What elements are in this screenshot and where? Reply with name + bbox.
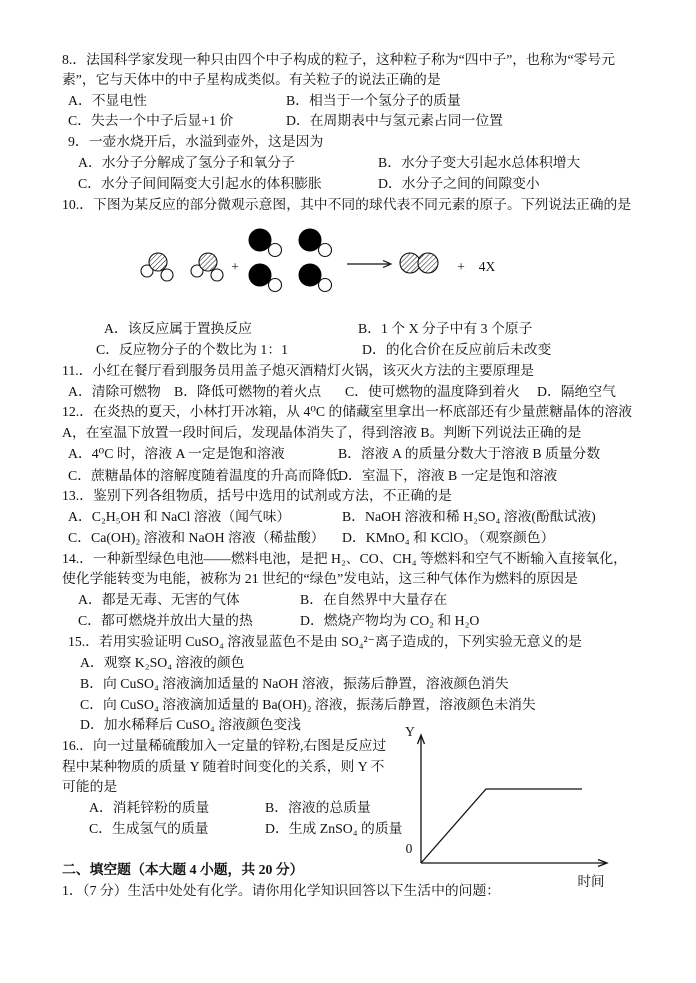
q11-option-c: C．使可燃物的温度降到着火: [345, 384, 520, 399]
reaction-arrow: [347, 261, 391, 268]
q16-stem-line-2: 程中某种物质的质量 Y 随着时间变化的关系，则 Y 不: [62, 759, 385, 774]
q10-reaction-diagram: [130, 222, 510, 304]
x-axis-label: 时间: [577, 874, 605, 889]
q8-option-a: A．不显电性: [68, 93, 147, 108]
q10-option-d: D．的化合价在反应前后未改变: [362, 342, 552, 357]
plus-sign-products: +: [457, 259, 465, 274]
q16-option-c: C．生成氢气的质量: [89, 821, 209, 836]
q13-stem-line-1: 13.．鉴别下列各组物质，括号中选用的试剂或方法，不正确的是: [62, 488, 452, 503]
q12-stem-line-1: 12.．在炎热的夏天，小林打开冰箱，从 4⁰C 的储藏室里拿出一杯底部还有少量蔗糖晶体的溶液: [62, 404, 633, 419]
q11-option-d: D．隔绝空气: [537, 384, 616, 399]
q12-option-c: C．蔗糖晶体的溶解度随着温度的升高而降低: [68, 468, 340, 483]
q11-option-b: B．降低可燃物的着火点: [174, 384, 322, 399]
q12-option-d: D．室温下，溶液 B 一定是饱和溶液: [338, 468, 558, 483]
black-atom: [249, 229, 271, 251]
q16-stem-line-3: 可能的是: [62, 779, 118, 794]
reactant-hatched-molecule-1: [141, 253, 173, 281]
q8-option-b: B．相当于一个氢分子的质量: [286, 93, 461, 108]
q11-stem-line-1: 11.．小红在餐厅看到服务员用盖子熄灭酒精灯火锅，该灭火方法的主要原理是: [62, 363, 535, 378]
q9-option-d: D．水分子之间的间隙变小: [378, 176, 540, 191]
black-atom: [249, 264, 271, 286]
q12-option-a: A．4⁰C 时，溶液 A 一定是饱和溶液: [68, 446, 285, 461]
x-axis: [421, 860, 607, 867]
q12-option-b: B．溶液 A 的质量分数大于溶液 B 质量分数: [338, 446, 601, 461]
q16-mass-time-graph: [398, 722, 616, 892]
q10-option-c: C．反应物分子的个数比为 1：1: [96, 342, 289, 357]
q9-option-c: C．水分子间间隔变大引起水的体积膨胀: [78, 176, 322, 191]
q14-option-b: B．在自然界中大量存在: [300, 592, 448, 607]
q14-option-d: D．燃烧产物均为 CO₂ 和 H₂O: [300, 613, 480, 628]
q13-option-c: C．Ca(OH)₂ 溶液和 NaOH 溶液（稀盐酸）: [68, 530, 325, 545]
black-atom: [299, 264, 321, 286]
reactant-black-white-molecule-2: [299, 229, 332, 257]
q8-option-c: C．失去一个中子后显+1 价: [68, 113, 234, 128]
q16-stem-line-1: 16.．向一过量稀硫酸加入一定量的锌粉,右图是反应过: [62, 738, 387, 753]
white-atom: [319, 279, 332, 292]
section-2-heading: 二、填空题（本大题 4 小题，共 20 分）: [62, 862, 304, 877]
q9-option-a: A．水分子分解成了氢分子和氧分子: [78, 155, 295, 170]
q8-option-d: D．在周期表中与氢元素占同一位置: [286, 113, 503, 128]
q9-option-b: B．水分子变大引起水总体积增大: [378, 155, 581, 170]
white-atom: [269, 279, 282, 292]
q15-option-b: B．向 CuSO₄ 溶液滴加适量的 NaOH 溶液，振荡后静置，溶液颜色消失: [80, 676, 509, 691]
q10-option-a: A．该反应属于置换反应: [104, 321, 252, 336]
q16-option-d: D．生成 ZnSO₄ 的质量: [265, 821, 403, 836]
q11-option-a: A．清除可燃物: [68, 384, 161, 399]
q16-option-b: B．溶液的总质量: [265, 800, 371, 815]
q14-option-a: A．都是无毒、无害的气体: [78, 592, 240, 607]
q13-option-d: D．KMnO₄ 和 KClO₃ （观察颜色）: [342, 530, 555, 545]
q16-option-a: A．消耗锌粉的质量: [89, 800, 210, 815]
white-atom: [211, 269, 223, 281]
q13-option-b: B．NaOH 溶液和稀 H₂SO₄ 溶液(酚酞试液): [342, 509, 596, 524]
hatched-atom: [418, 253, 438, 273]
y-axis: [418, 735, 425, 863]
q8-stem-line-1: 8.．法国科学家发现一种只由四个中子构成的粒子，这种粒子称为“四中子”，也称为“零号元: [62, 52, 615, 67]
hatched-atom: [199, 253, 217, 271]
q12-stem-line-2: A，在室温下放置一段时间后，发现晶体消失了，得到溶液 B。判断下列说法正确的是: [62, 425, 582, 440]
hatched-atom: [149, 253, 167, 271]
q13-option-a: A．C₂H₅OH 和 NaCl 溶液（闻气味）: [68, 509, 291, 524]
hatched-atom: [400, 253, 420, 273]
product-hatched-molecule: [400, 253, 438, 273]
q14-stem-line-2: 使化学能转变为电能，被称为 21 世纪的“绿色”发电站，这三种气体作为燃料的原因是: [62, 571, 578, 586]
plus-sign-reactants: +: [231, 259, 239, 274]
q9-stem-line-1: 9．一壶水烧开后，水溢到壶外，这是因为: [68, 134, 324, 149]
reactant-black-white-molecule-1: [249, 229, 282, 257]
q8-stem-line-2: 素”，它与天体中的中子星构成类似。有关粒子的说法正确的是: [62, 72, 441, 87]
white-atom: [319, 244, 332, 257]
reactant-black-white-molecule-4: [299, 264, 332, 292]
mass-curve: [421, 789, 582, 863]
product-x-label: 4X: [478, 259, 496, 274]
q15-option-d: D．加水稀释后 CuSO₄ 溶液颜色变浅: [80, 717, 301, 732]
q15-option-a: A．观察 K₂SO₄ 溶液的颜色: [80, 655, 245, 670]
q14-stem-line-1: 14.．一种新型绿色电池——燃料电池，是把 H₂、CO、CH₄ 等燃料和空气不断输入直接氧化，: [62, 551, 627, 566]
q10-stem-line-1: 10.．下图为某反应的部分微观示意图，其中不同的球代表不同元素的原子。下列说法正确的是: [62, 197, 632, 212]
origin-label: 0: [405, 841, 413, 856]
white-atom: [161, 269, 173, 281]
y-axis-label: Y: [405, 724, 415, 739]
reactant-black-white-molecule-3: [249, 264, 282, 292]
white-atom: [269, 244, 282, 257]
black-atom: [299, 229, 321, 251]
section-2-q1-stem: 1．（7 分）生活中处处有化学。请你用化学知识回答以下生活中的问题：: [62, 883, 501, 898]
q10-option-b: B．1 个 X 分子中有 3 个原子: [358, 321, 533, 336]
q14-option-c: C．都可燃烧并放出大量的热: [78, 613, 253, 628]
reactant-hatched-molecule-2: [191, 253, 223, 281]
q15-stem-line-1: 15.．若用实验证明 CuSO₄ 溶液显蓝色不是由 SO₄²⁻离子造成的，下列实验无意义的是: [68, 634, 582, 649]
q15-option-c: C．向 CuSO₄ 溶液滴加适量的 Ba(OH)₂ 溶液，振荡后静置，溶液颜色未消失: [80, 697, 536, 712]
